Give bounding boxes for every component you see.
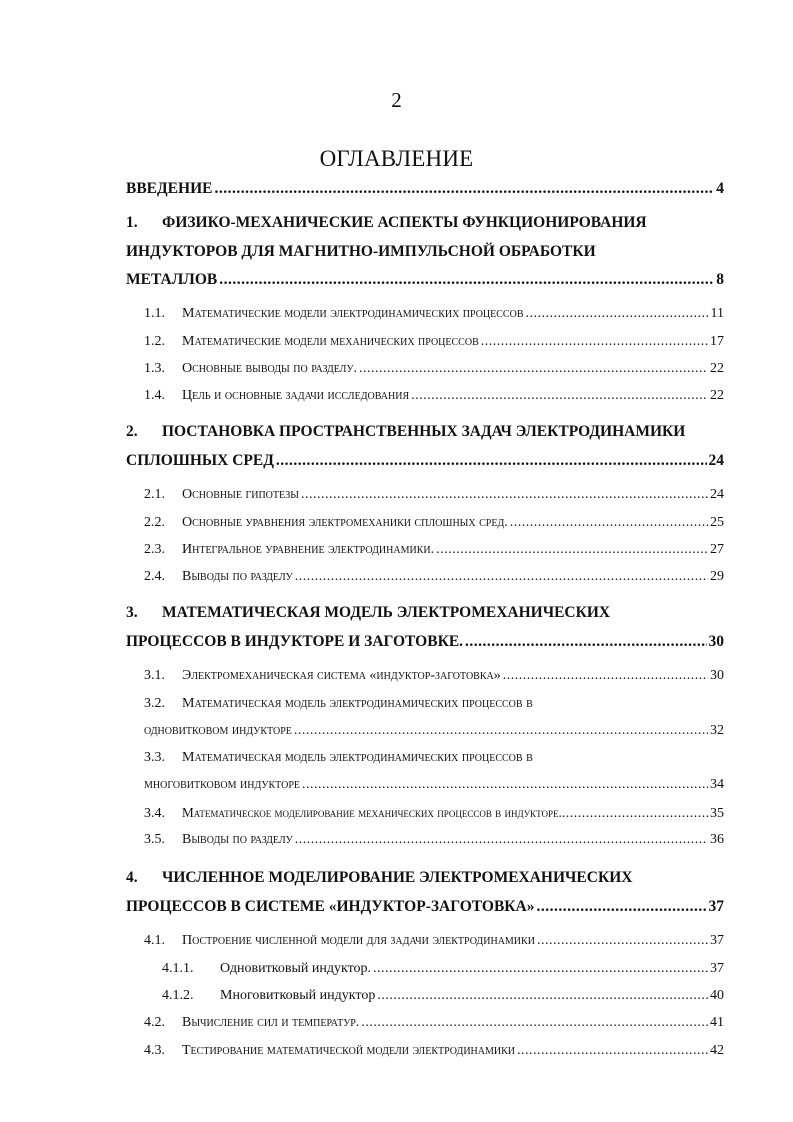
toc-page-number: 25 (710, 515, 724, 530)
leader-dots (359, 357, 708, 381)
leader-dots (537, 929, 708, 953)
toc-section-number: 1.3. (144, 361, 165, 376)
toc-page-number: 40 (710, 988, 724, 1003)
toc-section-number: 3.5. (144, 832, 165, 847)
toc-entry-text: СПЛОШНЫХ СРЕД (126, 452, 274, 469)
toc-page-number: 32 (710, 723, 724, 738)
leader-dots (436, 538, 708, 562)
toc-section-number: 4.1.1. (162, 961, 194, 976)
toc-entry-text: Интегральное уравнение электродинамики. (182, 542, 435, 557)
toc-entry-text: МЕТАЛЛОВ (126, 271, 218, 288)
toc-entry-text: ПОСТАНОВКА ПРОСТРАНСТВЕННЫХ ЗАДАЧ ЭЛЕКТРОДИНАМИКИ (162, 423, 686, 440)
toc-chapter-1-line3[interactable] (126, 268, 724, 292)
toc-section-3-1[interactable] (144, 664, 724, 688)
toc-page-number: 11 (710, 306, 724, 321)
toc-chapter-1-line2 (126, 240, 596, 264)
toc-entry-text: ПРОЦЕССОВ В ИНДУКТОРЕ И ЗАГОТОВКЕ. (126, 633, 464, 650)
toc-section-3-5[interactable] (144, 828, 724, 852)
toc-section-1-4[interactable] (144, 384, 724, 408)
leader-dots (373, 957, 708, 981)
toc-section-number: 2.4. (144, 569, 165, 584)
toc-section-3-2[interactable] (144, 692, 533, 716)
leader-dots (361, 1011, 708, 1035)
toc-section-number: 3.1. (144, 668, 165, 683)
toc-page-number: 17 (710, 334, 724, 349)
toc-section-number: 4.3. (144, 1043, 165, 1058)
toc-section-number: 2.1. (144, 487, 165, 502)
toc-section-4-2[interactable] (144, 1011, 724, 1035)
leader-dots (295, 565, 708, 589)
leader-dots (295, 828, 708, 852)
toc-page-number: 34 (710, 777, 724, 792)
toc-entry-text: Основные выводы по разделу. (182, 361, 358, 376)
leader-dots (526, 302, 709, 326)
toc-section-number: 2.3. (144, 542, 165, 557)
page-title: ОГЛАВЛЕНИЕ (319, 146, 474, 171)
toc-page-number: 24 (710, 487, 724, 502)
toc-chapter-3-heading[interactable] (126, 601, 610, 625)
toc-entry-text: Математические модели механических процессов (182, 334, 479, 349)
toc-section-number: 3.2. (144, 696, 165, 711)
leader-dots (510, 511, 708, 535)
toc-entry-intro[interactable] (126, 177, 724, 201)
leader-dots (562, 802, 710, 826)
toc-entry-text: Выводы по разделу (182, 832, 293, 847)
leader-dots (465, 630, 706, 654)
toc-chapter-number: 3. (126, 604, 138, 621)
toc-section-number: 1.4. (144, 388, 165, 403)
toc-entry-text: Математическое моделирование механических процессов в индукторе. (182, 805, 562, 820)
toc-entry-text: Основные гипотезы (182, 487, 299, 502)
toc-entry-text: многовитковом индукторе (144, 777, 301, 792)
toc-page-number: 35 (710, 806, 724, 821)
leader-dots (503, 664, 708, 688)
toc-chapter-number: 4. (126, 869, 138, 886)
toc-chapter-number: 2. (126, 423, 138, 440)
toc-section-number: 1.2. (144, 334, 165, 349)
toc-chapter-1-heading[interactable] (126, 211, 647, 235)
toc-entry-text: Математическая модель электродинамических процессов в (182, 750, 533, 765)
toc-section-3-3[interactable] (144, 746, 533, 770)
toc-entry-text: Математические модели электродинамических процессов (182, 306, 524, 321)
leader-dots (294, 719, 708, 743)
toc-entry-text: Тестирование математической модели электродинамики (182, 1043, 515, 1058)
page-number: 2 (391, 88, 402, 112)
leader-dots (481, 330, 708, 354)
toc-section-3-2-line2[interactable] (144, 719, 724, 743)
toc-page-number: 37 (710, 961, 724, 976)
toc-entry-text: ПРОЦЕССОВ В СИСТЕМЕ «ИНДУКТОР-ЗАГОТОВКА» (126, 898, 535, 915)
toc-chapter-4-line2[interactable] (126, 895, 724, 919)
toc-page-number: 22 (710, 388, 724, 403)
toc-section-number: 4.1.2. (162, 988, 194, 1003)
toc-section-2-1[interactable] (144, 483, 724, 507)
toc-page-number: 42 (710, 1043, 724, 1058)
toc-page-number: 27 (710, 542, 724, 557)
toc-entry-text: Цель и основные задачи исследования (182, 388, 410, 403)
toc-page-number: 30 (710, 668, 724, 683)
toc-chapter-number: 1. (126, 214, 138, 231)
leader-dots (377, 984, 708, 1008)
toc-page-number: 22 (710, 361, 724, 376)
toc-section-2-4[interactable] (144, 565, 724, 589)
toc-section-2-3[interactable] (144, 538, 724, 562)
toc-section-1-1[interactable] (144, 302, 724, 326)
leader-dots (517, 1039, 708, 1063)
toc-section-3-4[interactable] (144, 801, 724, 825)
toc-section-number: 1.1. (144, 306, 165, 321)
toc-section-3-3-line2[interactable] (144, 773, 724, 797)
toc-entry-text: Одновитковый индуктор. (220, 961, 372, 976)
toc-entry-text: Математическая модель электродинамических процессов в (182, 696, 533, 711)
toc-entry-text: Электромеханическая система «индуктор-заготовка» (182, 668, 501, 683)
toc-entry-text: Вычисление сил и температур. (182, 1015, 360, 1030)
toc-section-number: 4.1. (144, 933, 165, 948)
toc-entry-text: ВВЕДЕНИЕ (126, 180, 213, 197)
toc-page-number: 4 (716, 180, 724, 197)
toc-entry-text: одновитковом индукторе (144, 723, 292, 738)
leader-dots (537, 895, 707, 919)
toc-page-number: 24 (708, 452, 724, 469)
toc-section-number: 3.4. (144, 806, 165, 821)
toc-page-number: 30 (708, 633, 724, 650)
toc-section-2-2[interactable] (144, 511, 724, 535)
toc-section-4-1[interactable] (144, 929, 724, 953)
leader-dots (276, 449, 707, 473)
toc-section-1-2[interactable] (144, 330, 724, 354)
toc-entry-text: Многовитковый индуктор (220, 988, 376, 1003)
leader-dots (214, 177, 714, 201)
leader-dots (301, 483, 708, 507)
toc-entry-text: Выводы по разделу (182, 569, 293, 584)
toc-entry-text: Основные уравнения электромеханики сплошных сред. (182, 515, 508, 530)
toc-page-number: 8 (716, 271, 724, 288)
toc-chapter-3-line2[interactable] (126, 630, 724, 654)
toc-section-1-3[interactable] (144, 357, 724, 381)
toc-section-number: 2.2. (144, 515, 165, 530)
toc-page-number: 41 (710, 1015, 724, 1030)
leader-dots (302, 773, 708, 797)
toc-section-4-3[interactable] (144, 1039, 724, 1063)
toc-entry-text: ИНДУКТОРОВ ДЛЯ МАГНИТНО-ИМПУЛЬСНОЙ ОБРАБОТКИ (126, 243, 596, 260)
toc-section-number: 3.3. (144, 750, 165, 765)
toc-subsection-4-1-2[interactable] (162, 984, 724, 1008)
toc-chapter-2-line2[interactable] (126, 449, 724, 473)
toc-entry-text: Построение численной модели для задачи электродинамики (182, 933, 535, 948)
toc-entry-text: ФИЗИКО-МЕХАНИЧЕСКИЕ АСПЕКТЫ ФУНКЦИОНИРОВАНИЯ (162, 214, 647, 231)
toc-entry-text: ЧИСЛЕННОЕ МОДЕЛИРОВАНИЕ ЭЛЕКТРОМЕХАНИЧЕСКИХ (162, 869, 633, 886)
toc-page-number: 37 (710, 933, 724, 948)
toc-chapter-2-heading[interactable] (126, 420, 685, 444)
toc-chapter-4-heading[interactable] (126, 866, 632, 890)
leader-dots (411, 384, 708, 408)
toc-subsection-4-1-1[interactable] (162, 957, 724, 981)
toc-entry-text: МАТЕМАТИЧЕСКАЯ МОДЕЛЬ ЭЛЕКТРОМЕХАНИЧЕСКИХ (162, 604, 611, 621)
leader-dots (219, 268, 714, 292)
toc-section-number: 4.2. (144, 1015, 165, 1030)
toc-page-number: 29 (710, 569, 724, 584)
toc-page-number: 37 (708, 898, 724, 915)
toc-page-number: 36 (710, 832, 724, 847)
